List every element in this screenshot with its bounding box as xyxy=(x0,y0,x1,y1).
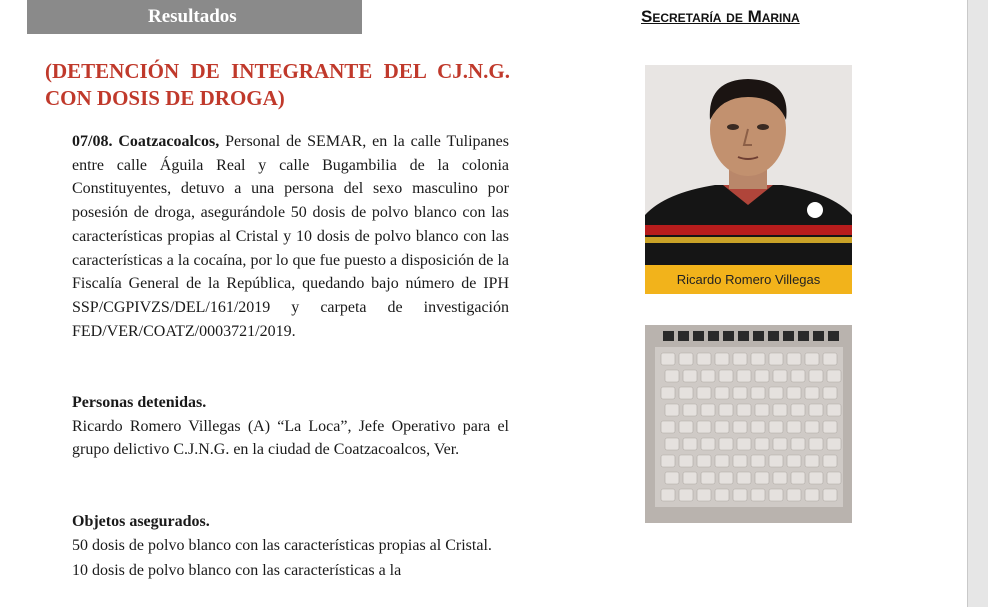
page-edge xyxy=(968,0,988,607)
detainee-photo xyxy=(645,65,852,265)
results-header-bar xyxy=(27,0,362,34)
results-label: Resultados xyxy=(148,6,237,27)
case-title xyxy=(45,58,510,112)
detainee-photo-illustration xyxy=(645,65,852,265)
seized-object-item: 10 dosis de polvo blanco con las características a la xyxy=(72,562,402,580)
seized-objects-heading: Objetos asegurados. xyxy=(72,513,210,530)
case-title-line1: (DETENCIÓN DE INTEGRANTE DEL CJ.N.G. xyxy=(45,59,510,83)
case-date-place: 07/08. Coatzacoalcos, xyxy=(72,133,220,150)
detainees-text: Ricardo Romero Villegas (A) “La Loca”, Jefe Operativo para el grupo delictivo C.J.N.G. en la ciudad de Coatzacoalcos, Ver. xyxy=(72,417,509,459)
ministry-name: Secretaría de Marina xyxy=(641,7,800,26)
case-title-line2: CON DOSIS DE DROGA) xyxy=(45,86,285,110)
case-summary xyxy=(72,130,509,343)
case-summary-text: Personal de SEMAR, en la calle Tulipanes entre calle Águila Real y calle Bugambilia de la colonia Constituyentes, detuvo a una persona del sexo masculino por posesión de droga, asegurándole 50 dosis de polvo blanco con las características propias al Cristal y 10 dosis de polvo blanco con las características a la cocaína, por lo que fue puesto a disposición de la Fiscalía General de la República, quedando bajo número de IPH SSP/CGPIVZS/DEL/161/2019 y carpeta de investigación FED/VER/COATZ/0003721/2019. xyxy=(72,133,509,340)
seized-object-item: 50 dosis de polvo blanco con las características propias al Cristal. xyxy=(72,536,492,554)
photo-caption: Ricardo Romero Villegas xyxy=(645,265,852,294)
seized-objects-section xyxy=(72,510,509,583)
seized-evidence-photo xyxy=(645,325,852,523)
detainees-heading: Personas detenidas. xyxy=(72,394,207,411)
detainees-section xyxy=(72,391,509,462)
seized-evidence-illustration xyxy=(645,325,852,523)
